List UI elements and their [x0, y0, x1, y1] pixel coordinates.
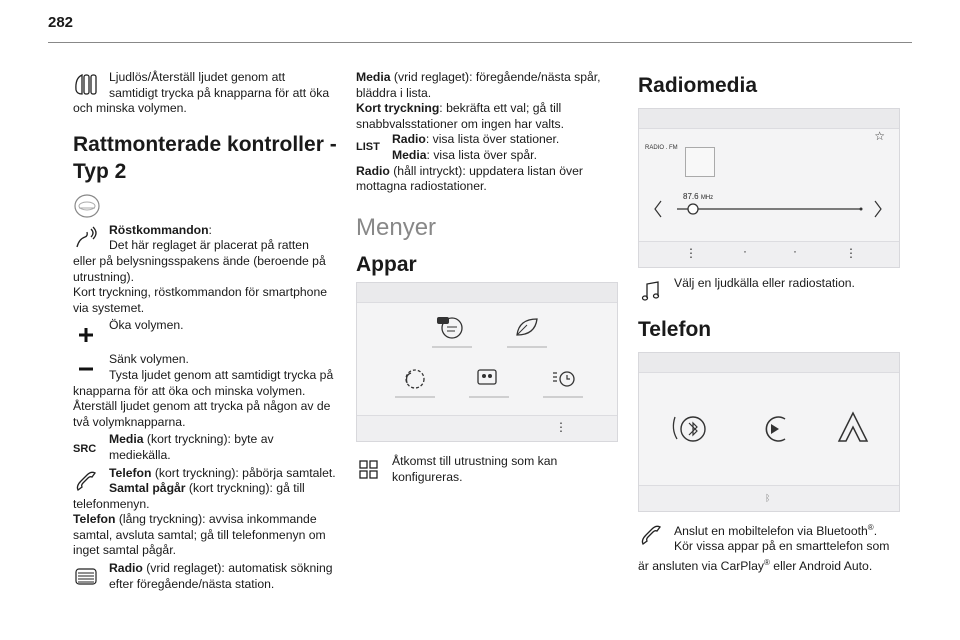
steering-buttons-icon: [73, 72, 99, 98]
src-line-1: [73, 432, 341, 448]
voice-title-line: [73, 223, 341, 239]
list-radio-rest: : visa lista över stationer.: [425, 132, 560, 147]
radio-item: [73, 561, 341, 592]
apps-desc-item: [356, 454, 618, 485]
media-line-1: [356, 70, 618, 86]
media-paragraph: [356, 70, 618, 132]
phone-handset-icon: [73, 468, 99, 494]
more-options-icon[interactable]: ⋮: [555, 420, 567, 435]
short-line-1: [356, 101, 618, 117]
tuner-handle: [688, 204, 698, 214]
list-media-rest: : visa lista över spår.: [426, 147, 537, 162]
phone-desc-2: Kör vissa appar på en smarttelefon som: [674, 539, 890, 554]
previous-station-icon: [655, 201, 661, 217]
connected-services-icon: [406, 370, 424, 388]
column-3: [638, 70, 902, 577]
radio-scroll-icon: [73, 563, 99, 589]
menu-dots-icon-2[interactable]: ⋮: [845, 246, 857, 260]
voice-text-3: utrustning).: [73, 269, 134, 284]
apps-desc-2: konfigureras.: [392, 469, 463, 484]
short-rest-2: snabbvalsstationer om ingen har valts.: [356, 116, 564, 131]
phone-desc-3a: är ansluten via CarPlay: [638, 558, 764, 573]
apps-desc-1: Åtkomst till utrustning som kan: [392, 454, 558, 469]
list-media-bold: Media: [392, 147, 427, 162]
tel-long-rest-1: (lång tryckning): avvisa inkommande: [115, 512, 317, 527]
voice-command-icon: [73, 225, 99, 251]
volume-down-text-2: Tysta ljudet genom att samtidigt trycka på: [109, 367, 334, 382]
radio-band-label: RADIO . FM: [645, 145, 678, 151]
mute-item: [73, 70, 341, 117]
mute-text-3: och minska volymen.: [73, 101, 187, 116]
phone-desc-1: Anslut en mobiltelefon via Bluetooth: [674, 523, 868, 538]
bluetooth-phone-icon: [673, 417, 705, 441]
page-number: 282: [48, 14, 74, 31]
mute-text-2: samtidigt trycka på knapparna för att öka: [109, 85, 330, 100]
phone-screen-topbar: [639, 353, 899, 373]
frequency-unit: MHz: [700, 195, 714, 201]
tel-long-bold: Telefon: [73, 512, 116, 527]
voice-text-1: Det här reglaget är placerat på ratten: [109, 238, 309, 253]
frequency-value: 87.6: [683, 192, 699, 201]
voice-colon: :: [208, 222, 212, 237]
volume-down-text-4: Återställ ljudet genom att trycka på någon av de: [73, 399, 331, 414]
apps-screen: [356, 282, 618, 442]
call-bold: Samtal pågår: [109, 481, 186, 496]
volume-up-item: [73, 318, 341, 350]
phone-screen-icons: [639, 377, 901, 487]
phone-desc-reg: ®: [867, 522, 874, 532]
header-divider: [48, 42, 912, 43]
phone-screen-bottombar: [639, 485, 899, 511]
voice-title: Röstkommandon: [109, 222, 209, 237]
contacts-icon: [478, 370, 496, 384]
phone-handset-icon: [638, 522, 664, 548]
short-rest-1: : bekräfta ett val; gå till: [439, 101, 562, 116]
list-radio-bold: Radio: [392, 132, 426, 147]
radio-screen-topbar: [639, 109, 899, 129]
voice-text-5: via systemet.: [73, 300, 145, 315]
volume-down-text-3: knapparna för att öka och minska volymen.: [73, 383, 306, 398]
tuner-slider[interactable]: [639, 195, 901, 225]
volume-down-text-1: Sänk volymen.: [109, 352, 189, 367]
radio-hold-rest-1: (håll intryckt): uppdatera listan över: [389, 163, 583, 178]
src-rest-2: mediekälla.: [109, 447, 171, 462]
heading-line-2: Typ 2: [73, 159, 127, 183]
radio-screen: [638, 108, 900, 268]
voice-text-4: Kort tryckning, röstkommandon för smartphone: [73, 285, 328, 300]
leaf-icon: [517, 319, 537, 335]
radio-bold: Radio: [109, 561, 143, 576]
volume-up-text: Öka volymen.: [109, 318, 184, 333]
mute-text-1: Ljudlös/Återställ ljudet genom att: [109, 70, 286, 84]
radiomedia-heading: Radiomedia: [638, 74, 758, 97]
phone-screen: [638, 352, 900, 512]
column-2: [356, 70, 618, 488]
phone-desc-3reg: ®: [764, 557, 770, 567]
voice-text-2: eller på belysningsspakens ände (beroende på: [73, 253, 326, 268]
section-heading-steering: [73, 131, 341, 185]
sms-icon: [437, 317, 462, 338]
plus-icon: [73, 322, 99, 348]
tel-bold: Telefon: [109, 465, 152, 480]
radio-hold-line: [356, 164, 618, 180]
radio-hold-bold: Radio: [356, 163, 390, 178]
volume-down-text-5: två volymknapparna.: [73, 414, 186, 429]
dot-icon-1: ·: [743, 244, 747, 258]
phone-desc-dot: .: [873, 523, 878, 538]
column-1: [73, 70, 341, 594]
telephone-item: [73, 466, 341, 560]
minus-icon: [73, 356, 99, 382]
src-rest-1: (kort tryckning): byte av: [143, 432, 274, 447]
carplay-icon: [766, 417, 785, 441]
apps-screen-topbar: [357, 283, 617, 303]
media-rest-1: (vrid reglaget): föregående/nästa spår,: [390, 70, 601, 84]
tel-long-rest-2: samtal, avsluta samtal; gå till telefonmenyn om: [73, 527, 326, 542]
menu-dots-icon-1[interactable]: ⋮: [685, 246, 697, 260]
apps-screen-icons: [357, 303, 619, 415]
call-line: [73, 481, 341, 497]
android-auto-icon: [839, 413, 867, 441]
phone-desc-3b: eller Android Auto.: [769, 558, 873, 573]
next-station-icon: [875, 201, 881, 217]
tel-long-line: [73, 512, 341, 528]
call-rest-2: telefonmenyn.: [73, 496, 150, 511]
apps-grid-icon: [356, 456, 382, 482]
list-radio-line: [356, 132, 618, 148]
list-icon: LIST: [356, 141, 380, 154]
radio-screen-bottombar: [639, 241, 899, 267]
steering-wheel-row: [73, 193, 341, 223]
volume-down-item: [73, 352, 341, 430]
phone-desc-line-1: [638, 520, 902, 540]
list-media-line: [356, 148, 618, 164]
media-rest-2: bläddra i lista.: [356, 85, 432, 100]
phone-desc-item: [638, 520, 902, 575]
bluetooth-status-icon: ᛒ: [765, 492, 771, 503]
climate-timer-icon: [553, 372, 574, 386]
call-rest-1: (kort tryckning): gå till: [185, 481, 305, 496]
favorite-star-icon[interactable]: ☆: [874, 129, 885, 143]
station-artwork: [685, 147, 715, 177]
phone-heading: Telefon: [638, 317, 712, 341]
apps-heading: Appar: [356, 252, 417, 276]
menus-heading: Menyer: [356, 213, 437, 241]
radiomedia-desc-item: [638, 276, 902, 306]
heading-line-1: Rattmonterade kontroller -: [73, 132, 337, 156]
radio-hold-rest-2: mottagna radiostationer.: [356, 179, 487, 194]
tel-rest: (kort tryckning): påbörja samtalet.: [151, 465, 336, 480]
src-icon: SRC: [73, 443, 97, 456]
apps-screen-bottombar: [357, 415, 617, 441]
dot-icon-2: ·: [793, 244, 797, 258]
music-note-icon: [638, 278, 664, 304]
list-item: [356, 132, 618, 194]
tel-line: [73, 466, 341, 482]
radiomedia-desc: Välj en ljudkälla eller radiostation.: [674, 276, 855, 290]
src-item: [73, 432, 341, 463]
src-bold: Media: [109, 432, 144, 447]
radio-rest-2: efter föregående/nästa station.: [109, 576, 275, 591]
media-bold: Media: [356, 70, 391, 84]
phone-desc-line-3: [638, 555, 902, 575]
radio-rest-1: (vrid reglaget): automatisk sökning: [142, 561, 333, 576]
radio-line: [73, 561, 341, 577]
tel-long-rest-3: inget samtal pågår.: [73, 543, 176, 558]
short-bold: Kort tryckning: [356, 101, 440, 116]
steering-wheel-icon: [73, 193, 341, 219]
voice-item: [73, 223, 341, 317]
